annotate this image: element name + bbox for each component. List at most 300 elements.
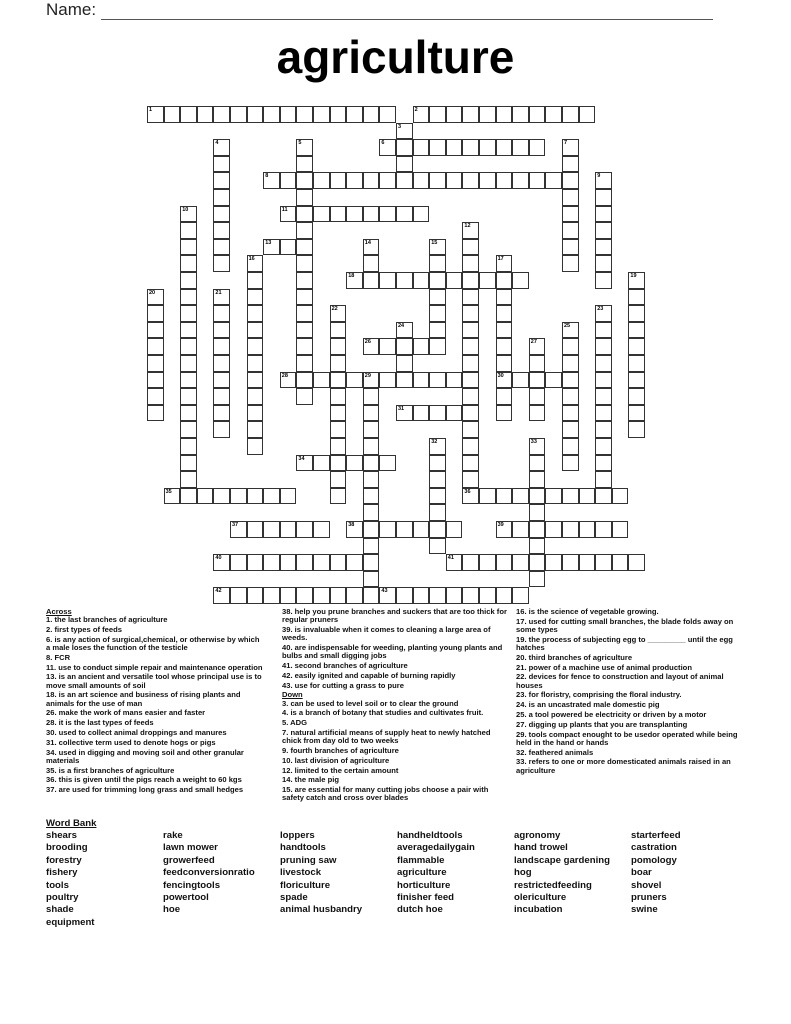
grid-cell[interactable] — [496, 388, 513, 405]
grid-cell[interactable] — [396, 587, 413, 604]
grid-cell[interactable] — [496, 106, 513, 123]
grid-cell[interactable] — [330, 338, 347, 355]
grid-cell[interactable] — [446, 405, 463, 422]
grid-cell[interactable] — [562, 355, 579, 372]
grid-cell[interactable] — [529, 471, 546, 488]
grid-cell[interactable] — [213, 388, 230, 405]
grid-cell[interactable] — [363, 455, 380, 472]
grid-cell[interactable] — [280, 554, 297, 571]
grid-cell[interactable] — [247, 554, 264, 571]
grid-cell[interactable] — [562, 338, 579, 355]
grid-cell[interactable] — [363, 488, 380, 505]
grid-cell[interactable] — [330, 172, 347, 189]
grid-cell[interactable] — [330, 587, 347, 604]
grid-cell[interactable] — [313, 206, 330, 223]
grid-cell[interactable] — [462, 554, 479, 571]
grid-cell[interactable] — [429, 372, 446, 389]
grid-cell[interactable] — [595, 455, 612, 472]
grid-cell[interactable] — [330, 455, 347, 472]
grid-cell[interactable] — [247, 289, 264, 306]
grid-cell[interactable] — [346, 106, 363, 123]
grid-cell[interactable] — [413, 338, 430, 355]
grid-cell[interactable] — [346, 554, 363, 571]
grid-cell[interactable] — [247, 305, 264, 322]
grid-cell[interactable] — [595, 488, 612, 505]
grid-cell[interactable] — [512, 488, 529, 505]
grid-cell[interactable] — [396, 123, 413, 140]
grid-cell[interactable] — [562, 421, 579, 438]
grid-cell[interactable] — [180, 255, 197, 272]
grid-cell[interactable] — [363, 255, 380, 272]
grid-cell[interactable] — [462, 255, 479, 272]
grid-cell[interactable] — [213, 338, 230, 355]
grid-cell[interactable] — [579, 521, 596, 538]
grid-cell[interactable] — [446, 106, 463, 123]
grid-cell[interactable] — [296, 172, 313, 189]
grid-cell[interactable] — [263, 106, 280, 123]
grid-cell[interactable] — [462, 388, 479, 405]
grid-cell[interactable] — [213, 156, 230, 173]
grid-cell[interactable] — [529, 172, 546, 189]
grid-cell[interactable] — [313, 172, 330, 189]
grid-cell[interactable] — [545, 172, 562, 189]
grid-cell[interactable] — [562, 405, 579, 422]
grid-cell[interactable] — [313, 372, 330, 389]
grid-cell[interactable] — [579, 488, 596, 505]
grid-cell[interactable] — [413, 372, 430, 389]
grid-cell[interactable] — [496, 554, 513, 571]
grid-cell[interactable] — [462, 222, 479, 239]
grid-cell[interactable] — [479, 139, 496, 156]
grid-cell[interactable] — [296, 189, 313, 206]
grid-cell[interactable] — [628, 305, 645, 322]
grid-cell[interactable] — [263, 239, 280, 256]
grid-cell[interactable] — [213, 172, 230, 189]
grid-cell[interactable] — [313, 521, 330, 538]
grid-cell[interactable] — [413, 206, 430, 223]
grid-cell[interactable] — [296, 355, 313, 372]
grid-cell[interactable] — [496, 488, 513, 505]
grid-cell[interactable] — [396, 405, 413, 422]
grid-cell[interactable] — [496, 272, 513, 289]
grid-cell[interactable] — [429, 255, 446, 272]
grid-cell[interactable] — [562, 488, 579, 505]
grid-cell[interactable] — [164, 488, 181, 505]
grid-cell[interactable] — [247, 255, 264, 272]
grid-cell[interactable] — [496, 372, 513, 389]
grid-cell[interactable] — [529, 139, 546, 156]
grid-cell[interactable] — [147, 372, 164, 389]
grid-cell[interactable] — [479, 554, 496, 571]
grid-cell[interactable] — [562, 172, 579, 189]
grid-cell[interactable] — [545, 106, 562, 123]
grid-cell[interactable] — [230, 587, 247, 604]
grid-cell[interactable] — [595, 355, 612, 372]
grid-cell[interactable] — [462, 289, 479, 306]
grid-cell[interactable] — [313, 587, 330, 604]
grid-cell[interactable] — [462, 471, 479, 488]
grid-cell[interactable] — [429, 305, 446, 322]
grid-cell[interactable] — [296, 554, 313, 571]
grid-cell[interactable] — [213, 189, 230, 206]
grid-cell[interactable] — [429, 106, 446, 123]
grid-cell[interactable] — [213, 322, 230, 339]
grid-cell[interactable] — [296, 388, 313, 405]
grid-cell[interactable] — [462, 587, 479, 604]
grid-cell[interactable] — [346, 455, 363, 472]
grid-cell[interactable] — [562, 206, 579, 223]
grid-cell[interactable] — [379, 272, 396, 289]
grid-cell[interactable] — [496, 405, 513, 422]
grid-cell[interactable] — [429, 405, 446, 422]
grid-cell[interactable] — [446, 554, 463, 571]
grid-cell[interactable] — [429, 289, 446, 306]
grid-cell[interactable] — [247, 106, 264, 123]
grid-cell[interactable] — [263, 488, 280, 505]
grid-cell[interactable] — [529, 521, 546, 538]
grid-cell[interactable] — [247, 521, 264, 538]
grid-cell[interactable] — [462, 239, 479, 256]
grid-cell[interactable] — [396, 139, 413, 156]
grid-cell[interactable] — [180, 388, 197, 405]
grid-cell[interactable] — [529, 338, 546, 355]
grid-cell[interactable] — [379, 587, 396, 604]
grid-cell[interactable] — [413, 172, 430, 189]
grid-cell[interactable] — [429, 322, 446, 339]
grid-cell[interactable] — [562, 521, 579, 538]
grid-cell[interactable] — [396, 172, 413, 189]
grid-cell[interactable] — [379, 521, 396, 538]
grid-cell[interactable] — [230, 106, 247, 123]
grid-cell[interactable] — [446, 521, 463, 538]
grid-cell[interactable] — [595, 272, 612, 289]
grid-cell[interactable] — [346, 372, 363, 389]
grid-cell[interactable] — [429, 338, 446, 355]
grid-cell[interactable] — [529, 488, 546, 505]
grid-cell[interactable] — [296, 338, 313, 355]
grid-cell[interactable] — [346, 587, 363, 604]
grid-cell[interactable] — [595, 405, 612, 422]
grid-cell[interactable] — [147, 289, 164, 306]
grid-cell[interactable] — [462, 272, 479, 289]
grid-cell[interactable] — [595, 388, 612, 405]
grid-cell[interactable] — [263, 172, 280, 189]
grid-cell[interactable] — [313, 554, 330, 571]
grid-cell[interactable] — [512, 587, 529, 604]
grid-cell[interactable] — [429, 521, 446, 538]
grid-cell[interactable] — [429, 272, 446, 289]
grid-cell[interactable] — [579, 106, 596, 123]
grid-cell[interactable] — [529, 405, 546, 422]
grid-cell[interactable] — [263, 587, 280, 604]
grid-cell[interactable] — [446, 372, 463, 389]
grid-cell[interactable] — [628, 405, 645, 422]
grid-cell[interactable] — [180, 305, 197, 322]
grid-cell[interactable] — [296, 455, 313, 472]
grid-cell[interactable] — [313, 455, 330, 472]
grid-cell[interactable] — [529, 388, 546, 405]
grid-cell[interactable] — [296, 289, 313, 306]
grid-cell[interactable] — [512, 172, 529, 189]
grid-cell[interactable] — [446, 272, 463, 289]
grid-cell[interactable] — [247, 338, 264, 355]
grid-cell[interactable] — [462, 305, 479, 322]
grid-cell[interactable] — [379, 455, 396, 472]
grid-cell[interactable] — [330, 471, 347, 488]
grid-cell[interactable] — [562, 255, 579, 272]
grid-cell[interactable] — [363, 172, 380, 189]
grid-cell[interactable] — [479, 587, 496, 604]
grid-cell[interactable] — [213, 405, 230, 422]
grid-cell[interactable] — [296, 222, 313, 239]
grid-cell[interactable] — [180, 322, 197, 339]
grid-cell[interactable] — [346, 521, 363, 538]
grid-cell[interactable] — [180, 338, 197, 355]
grid-cell[interactable] — [247, 488, 264, 505]
grid-cell[interactable] — [363, 239, 380, 256]
grid-cell[interactable] — [280, 172, 297, 189]
grid-cell[interactable] — [496, 587, 513, 604]
grid-cell[interactable] — [413, 405, 430, 422]
grid-cell[interactable] — [429, 239, 446, 256]
grid-cell[interactable] — [363, 438, 380, 455]
grid-cell[interactable] — [562, 106, 579, 123]
grid-cell[interactable] — [413, 587, 430, 604]
grid-cell[interactable] — [296, 139, 313, 156]
grid-cell[interactable] — [363, 338, 380, 355]
grid-cell[interactable] — [296, 305, 313, 322]
grid-cell[interactable] — [330, 322, 347, 339]
grid-cell[interactable] — [346, 172, 363, 189]
grid-cell[interactable] — [213, 106, 230, 123]
grid-cell[interactable] — [396, 355, 413, 372]
grid-cell[interactable] — [213, 206, 230, 223]
grid-cell[interactable] — [628, 338, 645, 355]
grid-cell[interactable] — [363, 206, 380, 223]
grid-cell[interactable] — [413, 272, 430, 289]
grid-cell[interactable] — [396, 206, 413, 223]
grid-cell[interactable] — [296, 106, 313, 123]
grid-cell[interactable] — [496, 255, 513, 272]
grid-cell[interactable] — [562, 554, 579, 571]
grid-cell[interactable] — [628, 355, 645, 372]
grid-cell[interactable] — [213, 355, 230, 372]
grid-cell[interactable] — [363, 521, 380, 538]
grid-cell[interactable] — [363, 372, 380, 389]
grid-cell[interactable] — [529, 504, 546, 521]
grid-cell[interactable] — [213, 139, 230, 156]
grid-cell[interactable] — [330, 421, 347, 438]
grid-cell[interactable] — [529, 554, 546, 571]
grid-cell[interactable] — [363, 504, 380, 521]
grid-cell[interactable] — [379, 172, 396, 189]
grid-cell[interactable] — [230, 488, 247, 505]
grid-cell[interactable] — [446, 172, 463, 189]
grid-cell[interactable] — [562, 222, 579, 239]
grid-cell[interactable] — [346, 272, 363, 289]
grid-cell[interactable] — [446, 587, 463, 604]
grid-cell[interactable] — [230, 554, 247, 571]
grid-cell[interactable] — [529, 538, 546, 555]
grid-cell[interactable] — [413, 139, 430, 156]
grid-cell[interactable] — [379, 372, 396, 389]
grid-cell[interactable] — [562, 239, 579, 256]
grid-cell[interactable] — [147, 106, 164, 123]
grid-cell[interactable] — [462, 372, 479, 389]
grid-cell[interactable] — [180, 438, 197, 455]
grid-cell[interactable] — [296, 239, 313, 256]
grid-cell[interactable] — [213, 488, 230, 505]
grid-cell[interactable] — [296, 255, 313, 272]
grid-cell[interactable] — [512, 272, 529, 289]
grid-cell[interactable] — [429, 455, 446, 472]
grid-cell[interactable] — [147, 388, 164, 405]
grid-cell[interactable] — [180, 106, 197, 123]
grid-cell[interactable] — [247, 322, 264, 339]
grid-cell[interactable] — [280, 372, 297, 389]
grid-cell[interactable] — [545, 554, 562, 571]
grid-cell[interactable] — [413, 106, 430, 123]
grid-cell[interactable] — [529, 106, 546, 123]
grid-cell[interactable] — [213, 372, 230, 389]
grid-cell[interactable] — [429, 471, 446, 488]
grid-cell[interactable] — [296, 521, 313, 538]
grid-cell[interactable] — [628, 554, 645, 571]
grid-cell[interactable] — [628, 372, 645, 389]
grid-cell[interactable] — [429, 172, 446, 189]
grid-cell[interactable] — [595, 421, 612, 438]
grid-cell[interactable] — [628, 322, 645, 339]
grid-cell[interactable] — [429, 504, 446, 521]
grid-cell[interactable] — [512, 554, 529, 571]
grid-cell[interactable] — [562, 156, 579, 173]
grid-cell[interactable] — [330, 438, 347, 455]
grid-cell[interactable] — [247, 388, 264, 405]
grid-cell[interactable] — [396, 156, 413, 173]
grid-cell[interactable] — [462, 139, 479, 156]
grid-cell[interactable] — [396, 338, 413, 355]
grid-cell[interactable] — [363, 571, 380, 588]
grid-cell[interactable] — [496, 305, 513, 322]
grid-cell[interactable] — [595, 172, 612, 189]
grid-cell[interactable] — [496, 139, 513, 156]
grid-cell[interactable] — [595, 239, 612, 256]
grid-cell[interactable] — [363, 405, 380, 422]
grid-cell[interactable] — [330, 372, 347, 389]
grid-cell[interactable] — [379, 206, 396, 223]
grid-cell[interactable] — [180, 405, 197, 422]
grid-cell[interactable] — [562, 438, 579, 455]
grid-cell[interactable] — [363, 106, 380, 123]
grid-cell[interactable] — [247, 438, 264, 455]
grid-cell[interactable] — [462, 488, 479, 505]
grid-cell[interactable] — [363, 388, 380, 405]
grid-cell[interactable] — [280, 239, 297, 256]
grid-cell[interactable] — [429, 438, 446, 455]
grid-cell[interactable] — [413, 521, 430, 538]
grid-cell[interactable] — [296, 322, 313, 339]
grid-cell[interactable] — [296, 587, 313, 604]
grid-cell[interactable] — [180, 222, 197, 239]
grid-cell[interactable] — [529, 438, 546, 455]
grid-cell[interactable] — [462, 322, 479, 339]
grid-cell[interactable] — [512, 372, 529, 389]
grid-cell[interactable] — [562, 372, 579, 389]
grid-cell[interactable] — [562, 388, 579, 405]
grid-cell[interactable] — [147, 355, 164, 372]
grid-cell[interactable] — [496, 338, 513, 355]
grid-cell[interactable] — [247, 421, 264, 438]
grid-cell[interactable] — [330, 355, 347, 372]
grid-cell[interactable] — [230, 521, 247, 538]
grid-cell[interactable] — [562, 139, 579, 156]
grid-cell[interactable] — [612, 554, 629, 571]
grid-cell[interactable] — [429, 488, 446, 505]
grid-cell[interactable] — [545, 488, 562, 505]
grid-cell[interactable] — [180, 372, 197, 389]
grid-cell[interactable] — [180, 421, 197, 438]
grid-cell[interactable] — [496, 172, 513, 189]
grid-cell[interactable] — [296, 272, 313, 289]
grid-cell[interactable] — [628, 289, 645, 306]
grid-cell[interactable] — [496, 521, 513, 538]
grid-cell[interactable] — [496, 355, 513, 372]
grid-cell[interactable] — [462, 355, 479, 372]
grid-cell[interactable] — [330, 106, 347, 123]
grid-cell[interactable] — [296, 372, 313, 389]
grid-cell[interactable] — [280, 587, 297, 604]
grid-cell[interactable] — [363, 587, 380, 604]
grid-cell[interactable] — [197, 106, 214, 123]
grid-cell[interactable] — [595, 189, 612, 206]
grid-cell[interactable] — [180, 239, 197, 256]
grid-cell[interactable] — [595, 222, 612, 239]
grid-cell[interactable] — [180, 455, 197, 472]
grid-cell[interactable] — [628, 388, 645, 405]
grid-cell[interactable] — [545, 521, 562, 538]
grid-cell[interactable] — [562, 189, 579, 206]
grid-cell[interactable] — [180, 206, 197, 223]
grid-cell[interactable] — [247, 355, 264, 372]
grid-cell[interactable] — [296, 156, 313, 173]
grid-cell[interactable] — [512, 139, 529, 156]
grid-cell[interactable] — [595, 438, 612, 455]
grid-cell[interactable] — [595, 206, 612, 223]
grid-cell[interactable] — [263, 554, 280, 571]
grid-cell[interactable] — [529, 372, 546, 389]
grid-cell[interactable] — [213, 289, 230, 306]
grid-cell[interactable] — [213, 255, 230, 272]
grid-cell[interactable] — [263, 521, 280, 538]
grid-cell[interactable] — [595, 305, 612, 322]
grid-cell[interactable] — [562, 455, 579, 472]
grid-cell[interactable] — [595, 338, 612, 355]
grid-cell[interactable] — [496, 289, 513, 306]
grid-cell[interactable] — [462, 455, 479, 472]
grid-cell[interactable] — [462, 405, 479, 422]
grid-cell[interactable] — [180, 488, 197, 505]
grid-cell[interactable] — [579, 554, 596, 571]
grid-cell[interactable] — [396, 272, 413, 289]
grid-cell[interactable] — [612, 521, 629, 538]
grid-cell[interactable] — [396, 372, 413, 389]
grid-cell[interactable] — [479, 488, 496, 505]
grid-cell[interactable] — [363, 272, 380, 289]
grid-cell[interactable] — [180, 355, 197, 372]
grid-cell[interactable] — [429, 587, 446, 604]
grid-cell[interactable] — [462, 421, 479, 438]
grid-cell[interactable] — [213, 239, 230, 256]
